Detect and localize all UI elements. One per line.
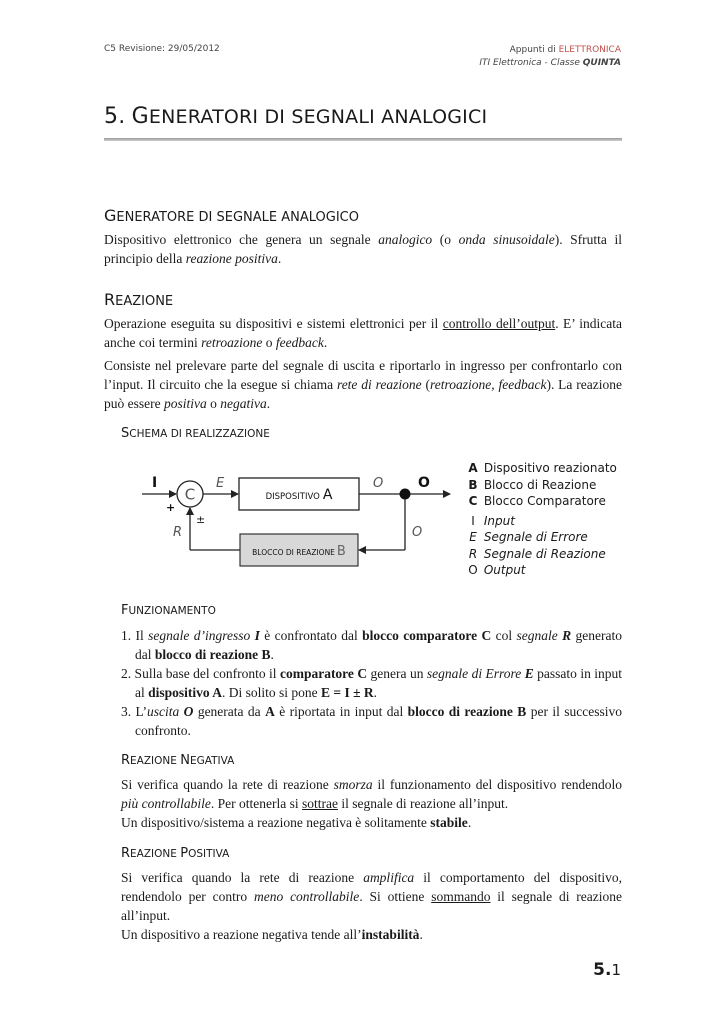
legend-key: O — [468, 563, 478, 577]
heading-generatore — [104, 206, 359, 225]
legend-key: B — [468, 477, 478, 492]
title-rule — [104, 138, 622, 141]
page-num: 1 — [611, 961, 621, 979]
text-underlined: sottrae — [301, 796, 338, 811]
heading-initial: R — [104, 290, 116, 309]
chapter-number: 5. — [104, 104, 126, 129]
text-bold: dispositivo A — [148, 685, 223, 700]
text-bold: E = I ± R — [321, 685, 374, 700]
text: 2. Sulla base del confronto il — [121, 666, 280, 681]
heading-initial: N — [180, 753, 190, 768]
heading-initial: R — [121, 846, 131, 861]
page-number — [593, 960, 621, 980]
legend-row — [466, 460, 617, 477]
text: ). Sfrutta il principio della — [104, 232, 622, 266]
course-header — [479, 44, 621, 70]
text: . — [277, 251, 282, 266]
legend-key: E — [469, 530, 477, 544]
text: Operazione eseguita su dispositivi e sistemi elettronici per il — [104, 316, 443, 331]
label-plus: + — [166, 501, 176, 514]
legend-text: Input — [483, 513, 515, 528]
label-comparator: C — [184, 485, 196, 504]
feedback-diagram — [120, 456, 480, 586]
label-error: E — [216, 476, 225, 491]
text-italic: segnale d’ingresso — [148, 628, 255, 643]
feedback-label-letter: B — [336, 544, 346, 559]
text: . — [270, 647, 274, 662]
text: Si verifica quando la rete di reazione — [121, 777, 334, 792]
text: . — [373, 685, 378, 700]
legend-key: I — [471, 513, 475, 528]
text: Si verifica quando la rete di reazione — [121, 870, 364, 885]
heading-reazione-negativa — [121, 753, 234, 768]
notes-prefix: Appunti di — [509, 45, 559, 55]
text: . E’ indicata anche coi termini — [104, 316, 623, 350]
text: col — [491, 628, 517, 643]
legend-row — [466, 529, 617, 546]
text-bold-italic: R — [562, 628, 572, 643]
heading-reazione-positiva — [121, 846, 229, 861]
text: . — [467, 815, 472, 830]
text: generata da — [193, 704, 266, 719]
text: il segnale di reazione all’input. — [337, 796, 509, 811]
text-bold-italic: E — [524, 666, 534, 681]
text-italic: negativa — [220, 396, 267, 411]
legend-row — [466, 562, 617, 579]
text: . — [323, 335, 328, 350]
text-italic: segnale di Errore — [426, 666, 525, 681]
text-italic: segnale — [516, 628, 563, 643]
paragraph-reazione — [104, 314, 622, 413]
legend-row — [466, 546, 617, 563]
text-italic: smorza — [333, 777, 373, 792]
text: Consiste nel prelevare parte del segnale di uscita e riportarlo in ingresso per confrontarlo con l’input. Il circuito che la esegue si chiama — [104, 358, 622, 392]
text-italic: più controllabile — [121, 796, 211, 811]
heading-initial: G — [104, 206, 117, 225]
chapter-title-rest: ENERATORI DI SEGNALI ANALOGICI — [148, 106, 488, 128]
text: ). La reazione può essere — [104, 377, 622, 411]
text-bold: C — [481, 628, 492, 643]
heading-schema — [121, 426, 270, 441]
text-italic: rete di reazione — [336, 377, 422, 392]
legend-key: C — [468, 494, 478, 508]
text-bold: blocco di reazione B — [407, 704, 527, 719]
legend-key: A — [468, 461, 478, 475]
heading-initial: R — [121, 753, 131, 768]
heading-initial: F — [121, 603, 129, 618]
text: generato dal — [135, 628, 622, 662]
text: . — [266, 396, 271, 411]
heading-rest: OSITIVA — [188, 848, 230, 860]
text: il comportamento del dispositivo, rendendolo per contro — [121, 870, 622, 904]
text-bold: stabile — [430, 815, 468, 830]
text-italic: retroazione, feedback — [430, 377, 547, 392]
text: è confrontato dal — [259, 628, 363, 643]
legend-text: Blocco Comparatore — [483, 494, 606, 508]
paragraph-reazione-positiva — [121, 868, 622, 944]
text: genera un — [367, 666, 427, 681]
label-output-feedback: O — [412, 525, 423, 540]
legend-text: Blocco di Reazione — [483, 477, 597, 492]
chapter-title-initial: G — [131, 104, 149, 129]
paragraph-generatore — [104, 230, 622, 268]
steps-list — [121, 626, 622, 740]
text-bold: C — [357, 666, 368, 681]
text-italic: amplifica — [363, 870, 415, 885]
heading-rest: CHEMA DI REALIZZAZIONE — [129, 428, 270, 440]
legend-row — [466, 477, 617, 494]
text: 1. Il — [121, 628, 149, 643]
text: Dispositivo elettronico che genera un segnale — [104, 232, 379, 247]
list-item — [121, 626, 622, 664]
heading-rest: EGATIVA — [189, 755, 235, 767]
text-bold-italic: I — [254, 628, 260, 643]
heading-rest: EAZIONE — [130, 755, 181, 767]
text-italic: positiva — [163, 396, 207, 411]
heading-rest: ENERATORE DI SEGNALE ANALOGICO — [116, 210, 359, 225]
text-italic: analogico — [378, 232, 433, 247]
chapter-title — [104, 104, 487, 129]
label-plusminus: ± — [196, 513, 206, 526]
heading-rest: EAZIONE — [130, 848, 181, 860]
text-italic: meno controllabile — [253, 889, 360, 904]
legend-text: Segnale di Reazione — [483, 546, 606, 561]
label-input: I — [152, 475, 158, 491]
course-prefix: ITI Elettronica - Classe — [479, 58, 583, 68]
text-italic: feedback — [275, 335, 324, 350]
course-class: QUINTA — [582, 58, 621, 68]
heading-funzionamento — [121, 603, 216, 618]
label-output-wire: O — [373, 476, 384, 491]
text: è riportata in input dal — [274, 704, 408, 719]
text-underlined: sommando — [431, 889, 491, 904]
notes-subject: ELETTRONICA — [558, 45, 621, 55]
text: 3. L’ — [121, 704, 148, 719]
text: o — [262, 335, 276, 350]
feedback-label-small: BLOCCO DI REAZIONE — [252, 548, 335, 557]
text: . Di solito si pone — [222, 685, 322, 700]
text: (o — [432, 232, 459, 247]
text-bold: instabilità — [361, 927, 420, 942]
revision-label: C5 Revisione: 29/05/2012 — [104, 44, 220, 54]
text-bold: blocco di reazione B — [154, 647, 271, 662]
text: . — [419, 927, 423, 942]
legend-row — [466, 513, 617, 530]
text-italic: reazione positiva — [185, 251, 278, 266]
list-item — [121, 702, 622, 740]
list-item — [121, 664, 622, 702]
heading-rest: UNZIONAMENTO — [128, 605, 216, 617]
text-italic: uscita — [147, 704, 184, 719]
legend-row — [466, 493, 617, 510]
text-bold-italic: O — [183, 704, 194, 719]
heading-initial: S — [121, 426, 130, 441]
text-italic: onda sinusoidale — [458, 232, 555, 247]
text: passato in input al — [135, 666, 623, 700]
legend-text: Segnale di Errore — [483, 530, 588, 544]
heading-reazione — [104, 290, 173, 309]
output-node — [400, 489, 411, 500]
diagram-legend — [466, 460, 617, 579]
text: . Per ottenerla si — [210, 796, 302, 811]
text: ( — [421, 377, 430, 392]
text: per il successivo confronto. — [135, 704, 622, 738]
text-bold: blocco comparatore — [362, 628, 478, 643]
text: il segnale di reazione all’input. — [121, 889, 623, 923]
text-italic: retroazione — [201, 335, 263, 350]
heading-rest: EAZIONE — [115, 294, 174, 309]
text: . Si ottiene — [359, 889, 432, 904]
text-bold: comparatore — [279, 666, 354, 681]
text: o — [206, 396, 221, 411]
label-reaction: R — [173, 525, 183, 540]
page-chapter: 5. — [593, 960, 612, 980]
legend-text: Output — [483, 563, 526, 577]
device-label-letter: A — [322, 487, 333, 503]
device-label-small: DISPOSITIVO — [265, 492, 320, 502]
paragraph-reazione-negativa — [121, 775, 622, 832]
text-bold: A — [265, 704, 275, 719]
text-underlined: controllo dell’output — [442, 316, 556, 331]
legend-text: Dispositivo reazionato — [483, 461, 617, 475]
text: Un dispositivo/sistema a reazione negativa è solitamente — [121, 815, 431, 830]
text: il funzionamento del dispositivo rendendolo — [372, 777, 622, 792]
label-output: O — [418, 475, 430, 491]
heading-initial: P — [180, 846, 189, 861]
text: Un dispositivo a reazione negativa tende all’ — [121, 927, 362, 942]
legend-key: R — [468, 546, 478, 561]
